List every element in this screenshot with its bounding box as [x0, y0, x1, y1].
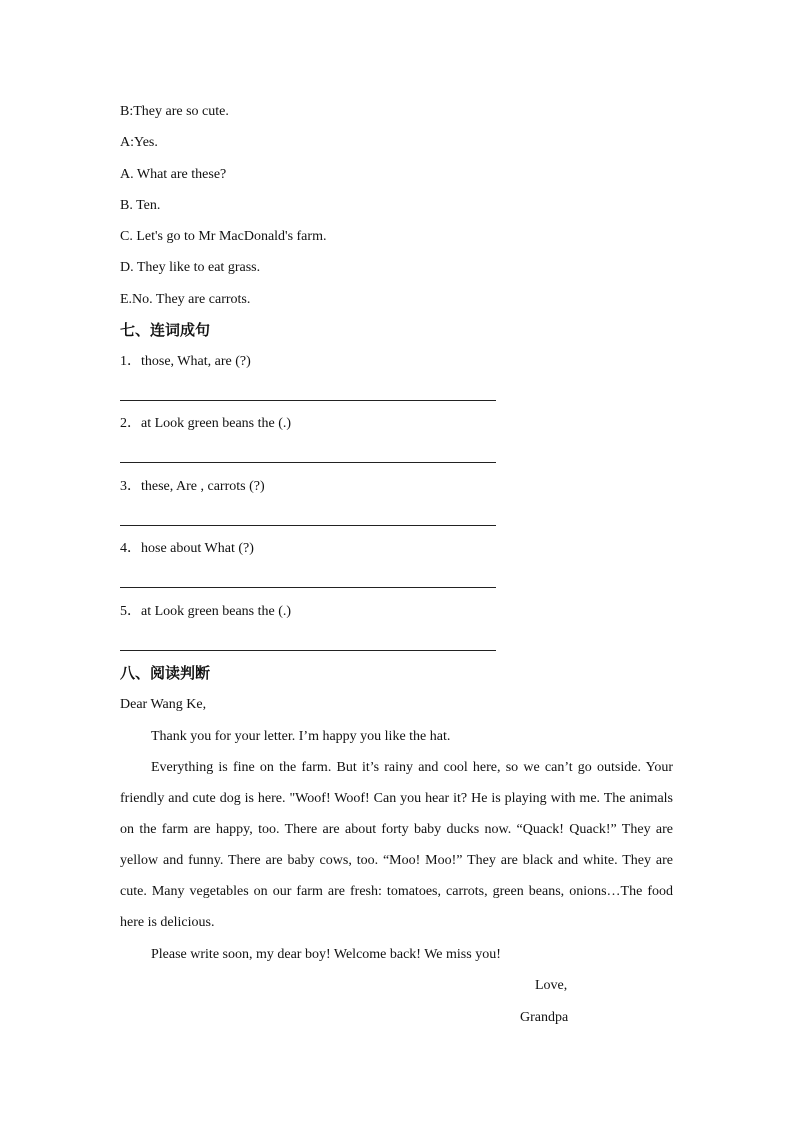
section-7-heading: 七、连词成句 [120, 321, 211, 339]
reorder-item-4: 4．hose about What (?) [120, 541, 254, 556]
answer-line-4 [120, 587, 496, 588]
answer-line-5 [120, 650, 496, 651]
letter-paragraph-2 [120, 752, 673, 938]
letter-greeting: Dear Wang Ke, [120, 697, 207, 712]
reorder-item-2: 2．at Look green beans the (.) [120, 416, 292, 431]
letter-paragraph-1 [120, 721, 673, 752]
letter-paragraph-3 [120, 939, 673, 970]
letter-closing: Love, [535, 978, 568, 993]
option-a: A. What are these? [120, 167, 227, 182]
letter-paragraph-2-text: Everything is fine on the farm. But it’s rainy and cool here, so we can’t go outside. Your friendly and cute dog is here. "Woof! Woof! Can you hear it? He is playing with me. The animals on the farm are happy, too. There are about forty baby ducks now. “Quack! Quack!” They are yellow and funny. There are baby cows, too. “Moo! Moo!” They are black and white. They are cute. Many vegetables on our farm are fresh: tomatoes, carrots, green beans, onions…The food here is delicious. [120, 760, 673, 930]
reorder-item-1: 1．those, What, are (?) [120, 354, 251, 369]
option-b: B. Ten. [120, 198, 161, 213]
dialogue-line-b: B:They are so cute. [120, 104, 229, 119]
answer-line-3 [120, 525, 496, 526]
letter-signature: Grandpa [520, 1010, 569, 1025]
dialogue-line-a: A:Yes. [120, 135, 158, 150]
letter-paragraph-1-text: Thank you for your letter. I’m happy you like the hat. [151, 729, 451, 744]
answer-line-1 [120, 400, 496, 401]
reorder-item-3: 3．these, Are , carrots (?) [120, 479, 265, 494]
option-e: E.No. They are carrots. [120, 292, 251, 307]
option-d: D. They like to eat grass. [120, 260, 261, 275]
letter-paragraph-3-text: Please write soon, my dear boy! Welcome back! We miss you! [151, 947, 501, 962]
reorder-item-5: 5．at Look green beans the (.) [120, 604, 292, 619]
section-8-heading: 八、阅读判断 [120, 664, 211, 682]
answer-line-2 [120, 462, 496, 463]
option-c: C. Let's go to Mr MacDonald's farm. [120, 229, 327, 244]
